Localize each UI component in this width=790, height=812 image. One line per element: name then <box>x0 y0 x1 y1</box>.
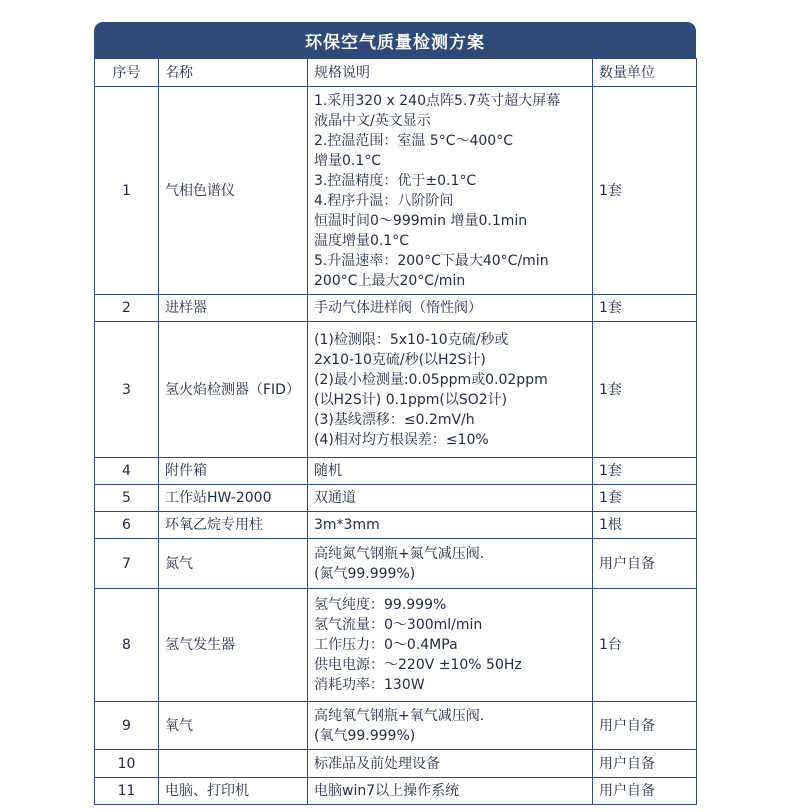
row-qty: 1套 <box>593 458 697 485</box>
row-spec <box>308 512 593 539</box>
scheme-panel <box>94 22 696 805</box>
table-row <box>95 295 697 322</box>
spec-line: 氢气流量：0～300ml/min <box>314 617 483 633</box>
row-qty: 1套 <box>593 322 697 458</box>
table-row <box>95 322 697 458</box>
row-qty: 用户自备 <box>593 778 697 805</box>
spec-line: (以H2S计) 0.1ppm(以SO2计) <box>314 391 508 408</box>
table-row <box>95 589 697 702</box>
row-name: 工作站HW-2000 <box>159 485 308 512</box>
row-seq: 9 <box>95 702 159 750</box>
header-qty: 数量单位 <box>593 59 697 87</box>
row-spec <box>308 87 593 295</box>
spec-line: 增量0.1°C <box>314 152 382 169</box>
row-name: 氧气 <box>159 702 308 750</box>
row-seq: 7 <box>95 539 159 589</box>
row-qty: 用户自备 <box>593 539 697 589</box>
spec-line: 双通道 <box>314 490 356 506</box>
row-seq: 4 <box>95 458 159 485</box>
row-seq: 11 <box>95 778 159 805</box>
spec-line: 3m*3mm <box>314 517 380 533</box>
spec-line: 恒温时间0～999min 增量0.1min <box>314 212 528 229</box>
table-row <box>95 539 697 589</box>
row-seq: 8 <box>95 589 159 702</box>
table-row <box>95 485 697 512</box>
spec-line: 高纯氧气钢瓶+氧气减压阀. <box>314 707 485 724</box>
spec-line: 3.控温精度：优于±0.1°C <box>314 172 477 189</box>
header-name: 名称 <box>159 59 308 87</box>
spec-line: 消耗功率：130W <box>314 677 425 693</box>
table-row <box>95 750 697 778</box>
spec-line: 4.程序升温：八阶阶间 <box>314 192 454 209</box>
table-row <box>95 702 697 750</box>
spec-line: 高纯氮气钢瓶+氮气减压阀. <box>314 545 485 562</box>
row-qty: 用户自备 <box>593 750 697 778</box>
row-seq: 6 <box>95 512 159 539</box>
spec-line: 2x10-10克硫/秒(以H2S计) <box>314 351 486 368</box>
table-row <box>95 512 697 539</box>
row-spec <box>308 485 593 512</box>
row-qty: 1套 <box>593 485 697 512</box>
row-name: 进样器 <box>159 295 308 322</box>
row-seq: 1 <box>95 87 159 295</box>
spec-line: 工作压力：0～0.4MPa <box>314 637 458 653</box>
spec-line: 200°C上最大20°C/min <box>314 272 466 289</box>
row-seq: 10 <box>95 750 159 778</box>
header-row <box>95 59 697 87</box>
scheme-table <box>94 58 697 805</box>
row-name <box>159 750 308 778</box>
row-seq: 3 <box>95 322 159 458</box>
table-row <box>95 87 697 295</box>
row-seq: 2 <box>95 295 159 322</box>
row-qty: 1台 <box>593 589 697 702</box>
spec-line: (氮气99.999%) <box>314 565 416 582</box>
row-spec <box>308 750 593 778</box>
spec-line: (4)相对均方根误差：≤10% <box>314 431 489 448</box>
spec-line: 供电电源：～220V ±10% 50Hz <box>314 657 522 673</box>
row-qty: 1套 <box>593 87 697 295</box>
header-spec: 规格说明 <box>308 59 593 87</box>
row-spec <box>308 702 593 750</box>
row-seq: 5 <box>95 485 159 512</box>
table-row <box>95 778 697 805</box>
row-name: 电脑、打印机 <box>159 778 308 805</box>
row-qty: 1套 <box>593 295 697 322</box>
spec-line: 氢气纯度：99.999% <box>314 597 447 613</box>
row-spec <box>308 458 593 485</box>
spec-line: 温度增量0.1°C <box>314 232 410 249</box>
spec-line: 2.控温范围：室温 5°C～400°C <box>314 132 513 149</box>
spec-line: 随机 <box>314 463 342 479</box>
table-row <box>95 458 697 485</box>
row-spec <box>308 295 593 322</box>
row-spec <box>308 539 593 589</box>
row-qty: 1根 <box>593 512 697 539</box>
spec-line: 1.采用320 x 240点阵5.7英寸超大屏幕 <box>314 92 561 109</box>
row-name: 氢火焰检测器（FID） <box>159 322 308 458</box>
spec-line: (氧气99.999%) <box>314 727 416 744</box>
spec-line: (3)基线漂移：≤0.2mV/h <box>314 411 475 428</box>
row-spec <box>308 589 593 702</box>
spec-line: 手动气体进样阀（惰性阀） <box>314 300 482 316</box>
row-qty: 用户自备 <box>593 702 697 750</box>
spec-line: 液晶中文/英文显示 <box>314 112 431 129</box>
row-name: 气相色谱仪 <box>159 87 308 295</box>
row-name: 氢气发生器 <box>159 589 308 702</box>
header-seq: 序号 <box>95 59 159 87</box>
spec-line: 标准品及前处理设备 <box>314 755 440 772</box>
spec-line: (1)检测限：5x10-10克硫/秒或 <box>314 331 509 348</box>
row-name: 氮气 <box>159 539 308 589</box>
row-spec <box>308 778 593 805</box>
spec-line: (2)最小检测量:0.05ppm或0.02ppm <box>314 371 548 388</box>
spec-line: 5.升温速率：200°C下最大40°C/min <box>314 252 549 269</box>
spec-line: 电脑win7以上操作系统 <box>314 783 460 799</box>
row-spec <box>308 322 593 458</box>
row-name: 环氧乙烷专用柱 <box>159 512 308 539</box>
row-name: 附件箱 <box>159 458 308 485</box>
table-title: 环保空气质量检测方案 <box>94 22 696 58</box>
